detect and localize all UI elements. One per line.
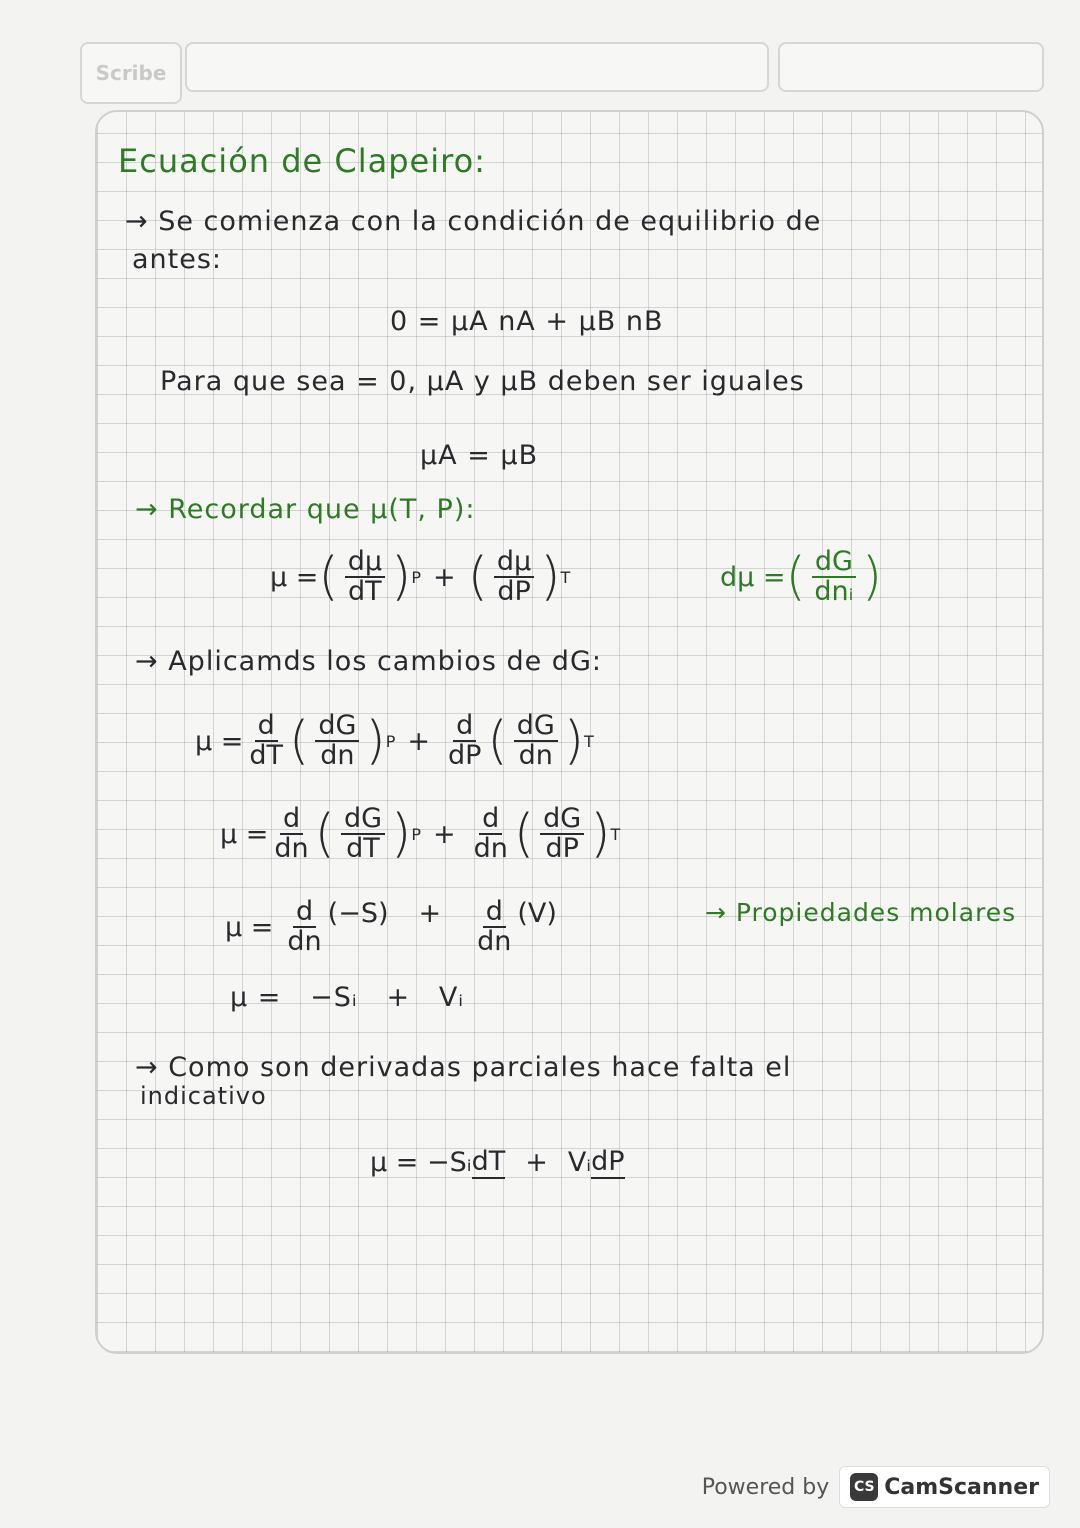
equation: μ = $\frac{d}{dT}$ ( $\frac{dG}{dn}$ ) P + $\frac{d}{dP}$ ( $\frac{dG}{dn}$ ) T	[195, 710, 594, 772]
footer-watermark	[702, 1466, 1050, 1508]
numerator: dμ	[345, 548, 385, 578]
equation: μA = μB	[420, 440, 539, 471]
annotation: → Propiedades molares	[705, 898, 1017, 927]
denominator: dP	[545, 833, 579, 865]
eq-lhs: dμ =	[720, 561, 786, 593]
header-field-wide	[185, 42, 769, 92]
text-line: antes:	[132, 244, 223, 275]
numerator: dμ	[494, 548, 534, 578]
subscript: T	[584, 731, 594, 751]
eq-lhs: μ =	[195, 725, 244, 757]
numerator: dG	[812, 548, 856, 578]
equation: dμ = ( $\frac{dG}{\text{dnᵢ}}$ )	[720, 546, 883, 608]
numerator: dG	[315, 712, 359, 742]
operator: +	[432, 561, 456, 593]
denominator: dT	[348, 576, 382, 608]
subscript: P	[411, 824, 421, 844]
numerator: dG	[514, 712, 558, 742]
camscanner-name: CamScanner	[884, 1474, 1039, 1500]
camscanner-badge	[839, 1466, 1050, 1508]
eq-lhs: μ =	[225, 911, 274, 943]
text-line: → Aplicamds los cambios de dG:	[135, 646, 602, 677]
term: dT	[471, 1146, 506, 1177]
numerator: dG	[540, 805, 584, 835]
numerator: d	[255, 712, 278, 742]
term: dP	[591, 1146, 625, 1177]
text-line: indicativo	[140, 1082, 267, 1110]
numerator: d	[483, 898, 506, 928]
numerator: d	[280, 805, 303, 835]
equation: μ = $\frac{d}{dn}$ ( $\frac{dG}{dT}$ ) P + $\frac{d}{dn}$ ( $\frac{dG}{dP}$ ) T	[220, 803, 621, 865]
subscript: P	[385, 731, 396, 751]
denominator: dn	[320, 740, 355, 772]
scribe-logo: Scribe	[95, 61, 167, 85]
equation: 0 = μA nA + μB nB	[390, 306, 664, 337]
denominator: dT	[346, 833, 380, 865]
term: (V)	[517, 898, 557, 929]
subscript: P	[411, 567, 421, 587]
camscanner-logo-icon: CS	[850, 1473, 878, 1501]
equation: μ = −Sᵢ + Vᵢ	[230, 982, 465, 1013]
equation: μ = ( $\frac{d\mu}{dT}$ ) P + ( $\frac{d\mu}{dP}$ ) T	[270, 546, 571, 608]
powered-by-label: Powered by	[701, 1474, 830, 1500]
header-field-small	[778, 42, 1044, 92]
eq-lhs: μ =	[270, 561, 319, 593]
text-line: → Recordar que μ(T, P):	[135, 494, 476, 525]
numerator: dG	[341, 805, 385, 835]
denominator: dn	[287, 926, 322, 958]
term: Vᵢ	[567, 1147, 592, 1178]
denominator: dn	[274, 833, 309, 865]
operator: +	[407, 725, 430, 757]
text-line: → Como son derivadas parciales hace falta el	[135, 1052, 792, 1083]
text-line: Para que sea = 0, μA y μB deben ser iguales	[160, 366, 805, 397]
scribe-logo-box	[80, 42, 182, 104]
equation	[225, 898, 557, 957]
text-line: → Se comienza con la condición de equilibrio de	[125, 206, 822, 237]
denominator: dT	[249, 740, 284, 772]
numerator: d	[293, 898, 316, 928]
subscript: T	[560, 567, 571, 587]
operator: +	[525, 1147, 548, 1178]
numerator: d	[453, 712, 476, 742]
operator: +	[418, 898, 442, 929]
denominator: dn	[473, 833, 508, 865]
denominator: dP	[447, 740, 482, 772]
subscript: T	[610, 824, 621, 844]
operator: +	[432, 818, 456, 850]
denominator: dn	[477, 926, 512, 958]
denominator: dnᵢ	[814, 576, 854, 608]
page-title: Ecuación de Clapeiro:	[118, 142, 486, 180]
equation	[370, 1146, 625, 1179]
denominator: dn	[518, 740, 553, 772]
term: (−S)	[327, 898, 389, 929]
eq-lhs: μ = −Sᵢ	[370, 1147, 472, 1178]
denominator: dP	[497, 576, 531, 608]
numerator: d	[479, 805, 502, 835]
eq-lhs: μ =	[220, 818, 269, 850]
